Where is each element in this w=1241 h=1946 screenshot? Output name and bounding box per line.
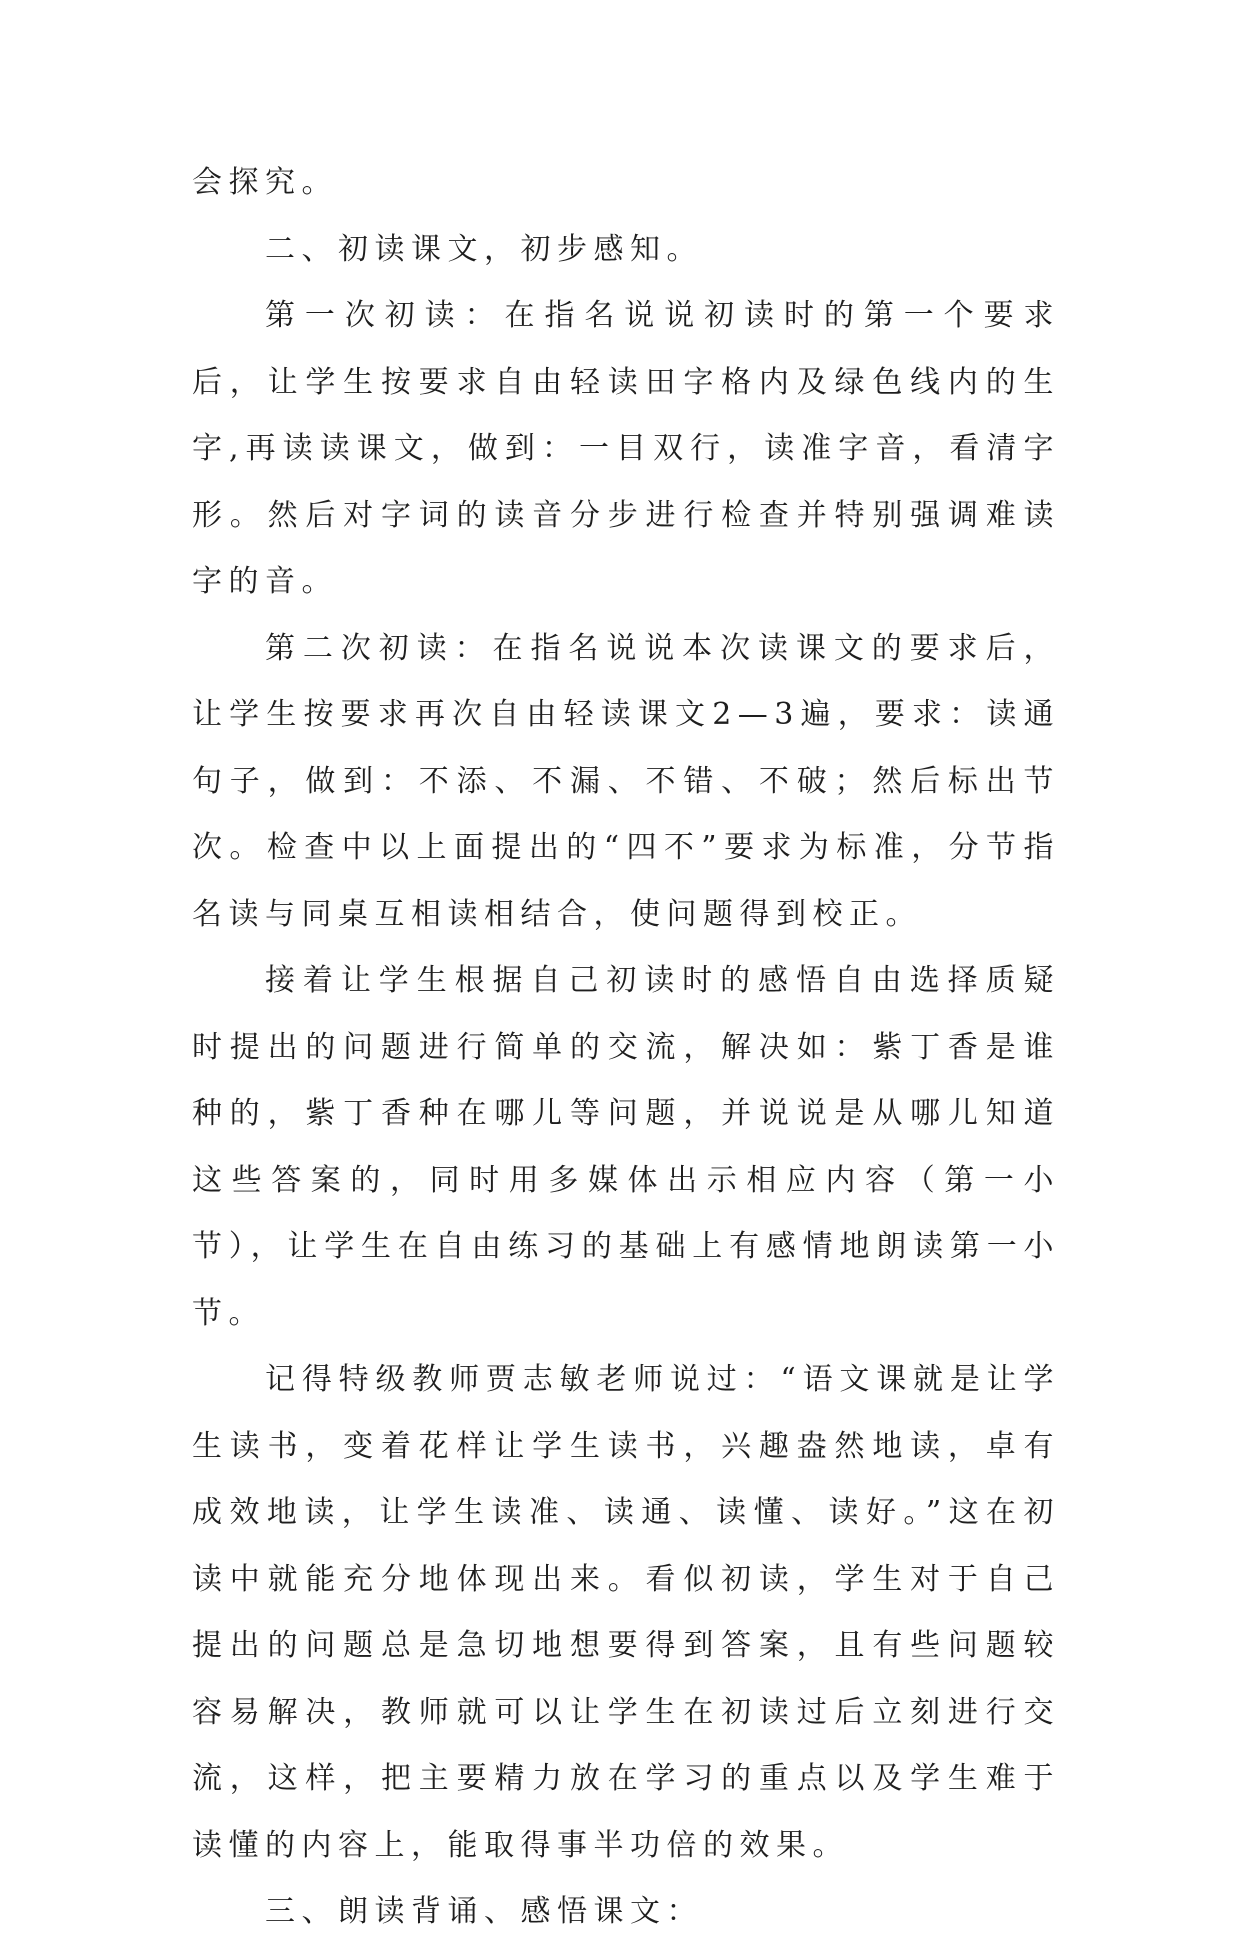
section-heading-3: 三、朗读背诵、感悟课文： [265,1894,703,1929]
document-body [192,150,1060,1946]
paragraph-discussion: 接着让学生根据自己初读时的感悟自由选择质疑时提出的问题进行简单的交流，解决如：紫丁香是谁种的，紫丁香种在哪儿等问题，并说说是从哪儿知道这些答案的，同时用多媒体出示相应内容（第一小节），让学生在自由练习的基础上有感情地朗读第一小节。 [192,963,1060,1331]
paragraph-first-reading: 第一次初读：在指名说说初读时的第一个要求后，让学生按要求自由轻读田字格内及绿色线内的生字,再读读课文，做到：一目双行，读准字音，看清字形。然后对字词的读音分步进行检查并特别强调难读字的音。 [192,298,1060,599]
section-heading-2: 二、初读课文，初步感知。 [265,231,703,267]
paragraph-second-reading: 第二次初读：在指名说说本次读课文的要求后，让学生按要求再次自由轻读课文2—3遍，要求：读通句子，做到：不添、不漏、不错、不破；然后标出节次。检查中以上面提出的“四不”要求为标准，分节指名读与同桌互相读相结合，使问题得到校正。 [192,630,1060,932]
paragraph-quote: 记得特级教师贾志敏老师说过：“语文课就是让学生读书，变着花样让学生读书，兴趣盎然地读，卓有成效地读，让学生读准、读通、读懂、读好。”这在初读中就能充分地体现出来。看似初读，学生对于自己提出的问题总是急切地想要得到答案，且有些问题较容易解决，教师就可以让学生在初读过后立刻进行交流，这样，把主要精力放在学习的重点以及学生难于读懂的内容上，能取得事半功倍的效果。 [192,1362,1060,1863]
paragraph-continuation: 会探究。 [192,165,338,200]
